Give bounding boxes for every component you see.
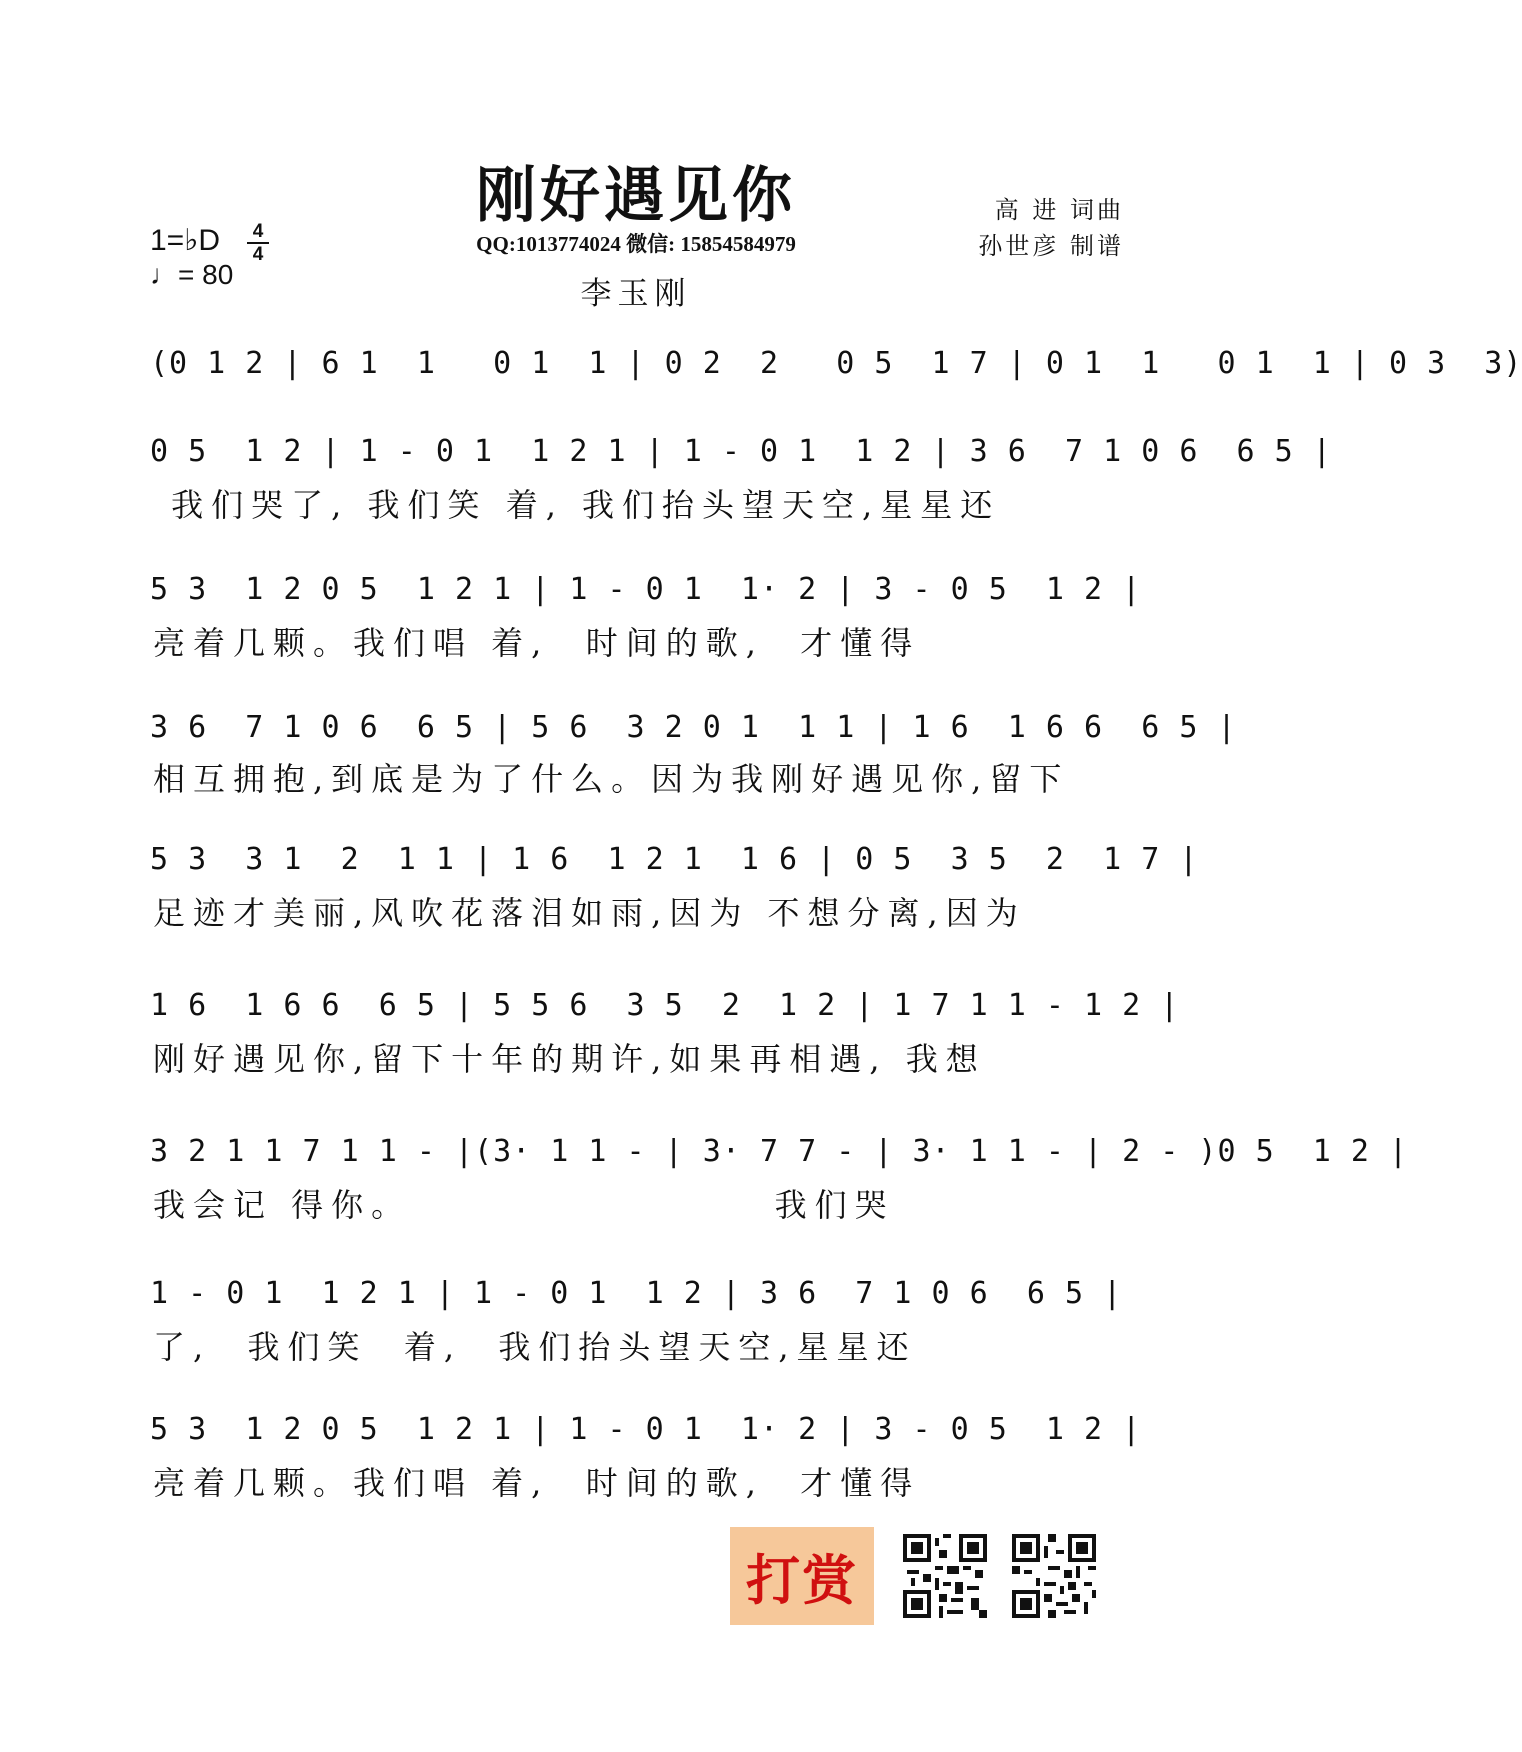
notes-line-9: 5 3 1 2 0 5 1 2 1 | 1 - 0 1 1· 2 | 3 - 0 5 1 2 |	[150, 1412, 1142, 1447]
lyrics-line-7: 我会记 得你。 我们哭	[153, 1186, 895, 1224]
lyrics-line-4: 相互拥抱,到底是为了什么。因为我刚好遇见你,留下	[153, 760, 1070, 798]
key-signature: 1=♭D	[150, 224, 221, 257]
singer-name: 李玉刚	[580, 276, 692, 312]
contact-info: QQ:1013774024 微信: 15854584979	[476, 232, 796, 256]
lyrics-line-6: 刚好遇见你,留下十年的期许,如果再相遇, 我想	[153, 1040, 986, 1078]
credit-lyricist-composer: 高 进 词曲	[994, 196, 1124, 224]
notes-line-2: 0 5 1 2 | 1 - 0 1 1 2 1 | 1 - 0 1 1 2 | 3 6 7 1 0 6 6 5 |	[150, 434, 1332, 469]
credit-transcriber: 孙世彦 制谱	[978, 232, 1124, 260]
lyrics-line-3: 亮着几颗。我们唱 着, 时间的歌, 才懂得	[153, 624, 921, 662]
qr-code-icon	[1012, 1533, 1096, 1619]
notes-line-4: 3 6 7 1 0 6 6 5 | 5 6 3 2 0 1 1 1 | 1 6 1 6 6 6 5 |	[150, 710, 1237, 745]
notes-line-7: 3 2 1 1 7 1 1 - |(3· 1 1 - | 3· 7 7 - | 3· 1 1 - | 2 - )0 5 1 2 |	[150, 1134, 1409, 1169]
tempo-marking: ♩= 80	[150, 259, 234, 290]
notes-line-5: 5 3 3 1 2 1 1 | 1 6 1 2 1 1 6 | 0 5 3 5 2 1 7 |	[150, 842, 1199, 877]
time-signature-top: 4	[252, 221, 264, 242]
lyrics-line-2: 我们哭了, 我们笑 着, 我们抬头望天空,星星还	[153, 486, 1001, 524]
lyrics-line-5: 足迹才美丽,风吹花落泪如雨,因为 不想分离,因为	[153, 894, 1026, 932]
time-signature-bottom: 4	[252, 244, 264, 265]
time-signature	[247, 222, 269, 264]
notes-line-1: (0 1 2 | 6 1 1 0 1 1 | 0 2 2 0 5 1 7 | 0 1 1 0 1 1 | 0 3 3)	[150, 346, 1522, 381]
notes-line-6: 1 6 1 6 6 6 5 | 5 5 6 3 5 2 1 2 | 1 7 1 1 - 1 2 |	[150, 988, 1180, 1023]
notes-line-8: 1 - 0 1 1 2 1 | 1 - 0 1 1 2 | 3 6 7 1 0 6 6 5 |	[150, 1276, 1123, 1311]
reward-button[interactable]: 打赏	[730, 1527, 874, 1625]
notes-line-3: 5 3 1 2 0 5 1 2 1 | 1 - 0 1 1· 2 | 3 - 0 5 1 2 |	[150, 572, 1142, 607]
song-title: 刚好遇见你	[476, 161, 796, 231]
lyrics-line-8: 了, 我们笑 着, 我们抬头望天空,星星还	[153, 1328, 917, 1366]
qr-code-icon	[903, 1533, 987, 1619]
lyrics-line-9: 亮着几颗。我们唱 着, 时间的歌, 才懂得	[153, 1464, 921, 1502]
